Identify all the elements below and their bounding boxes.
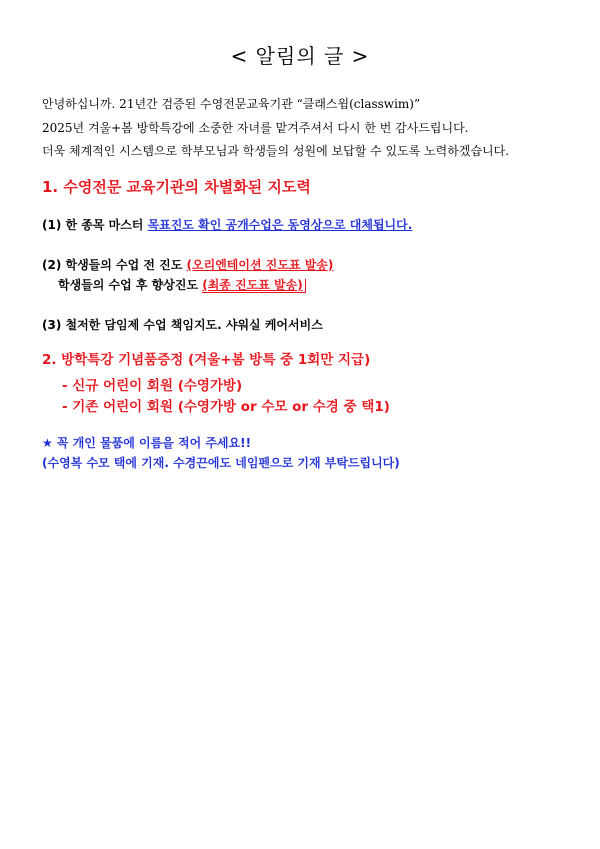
page-title: < 알림의 글 >	[230, 44, 370, 68]
section1-item1-prefix: (1) 한 종목 마스터	[42, 218, 148, 232]
section1-item1	[42, 216, 412, 233]
intro-line-1: 안녕하십니까. 21년간 검증된 수영전문교육기관 “클래스윔(classwim)”	[42, 97, 421, 111]
section1-item2-prefix: (2) 학생들의 수업 전 진도	[42, 258, 187, 272]
intro-line-3: 더욱 체계적인 시스템으로 학부모님과 학생들의 성원에 보답할 수 있도록 노력하겠습니다.	[42, 144, 510, 158]
section2-heading: 2. 방학특강 기념품증정 (겨울+봄 방특 중 1회만 지급)	[42, 352, 371, 368]
intro-line-2: 2025년 겨울+봄 방학특강에 소중한 자녀를 맡겨주셔서 다시 한 번 감사드립니다.	[42, 121, 469, 135]
section1-item2-highlight: (오리엔테이션 진도표 발송)	[186, 258, 334, 272]
section1-item3: (3) 철저한 담임제 수업 책임지도. 샤워실 케어서비스	[42, 318, 323, 332]
section1-item2b-prefix: 학생들의 수업 후 향상진도	[58, 278, 203, 292]
note-line-1: ★ 꼭 개인 물품에 이름을 적어 주세요!!	[42, 436, 252, 450]
section1-item1-highlight: 목표진도 확인 공개수업은 동영상으로 대체됩니다.	[147, 218, 413, 232]
section1-item2b-highlight: (최종 진도표 발송)	[202, 279, 305, 293]
section2-item-new: - 신규 어린이 회원 (수영가방)	[62, 378, 243, 394]
section1-item2	[42, 256, 333, 273]
note-line-2: (수영복 수모 택에 기재. 수경끈에도 네임펜으로 기재 부탁드립니다)	[42, 456, 400, 470]
section2-item-existing: - 기존 어린이 회원 (수영가방 or 수모 or 수경 중 택1)	[62, 399, 390, 415]
section1-heading: 1. 수영전문 교육기관의 차별화된 지도력	[42, 178, 311, 196]
section1-item2b	[58, 276, 306, 293]
